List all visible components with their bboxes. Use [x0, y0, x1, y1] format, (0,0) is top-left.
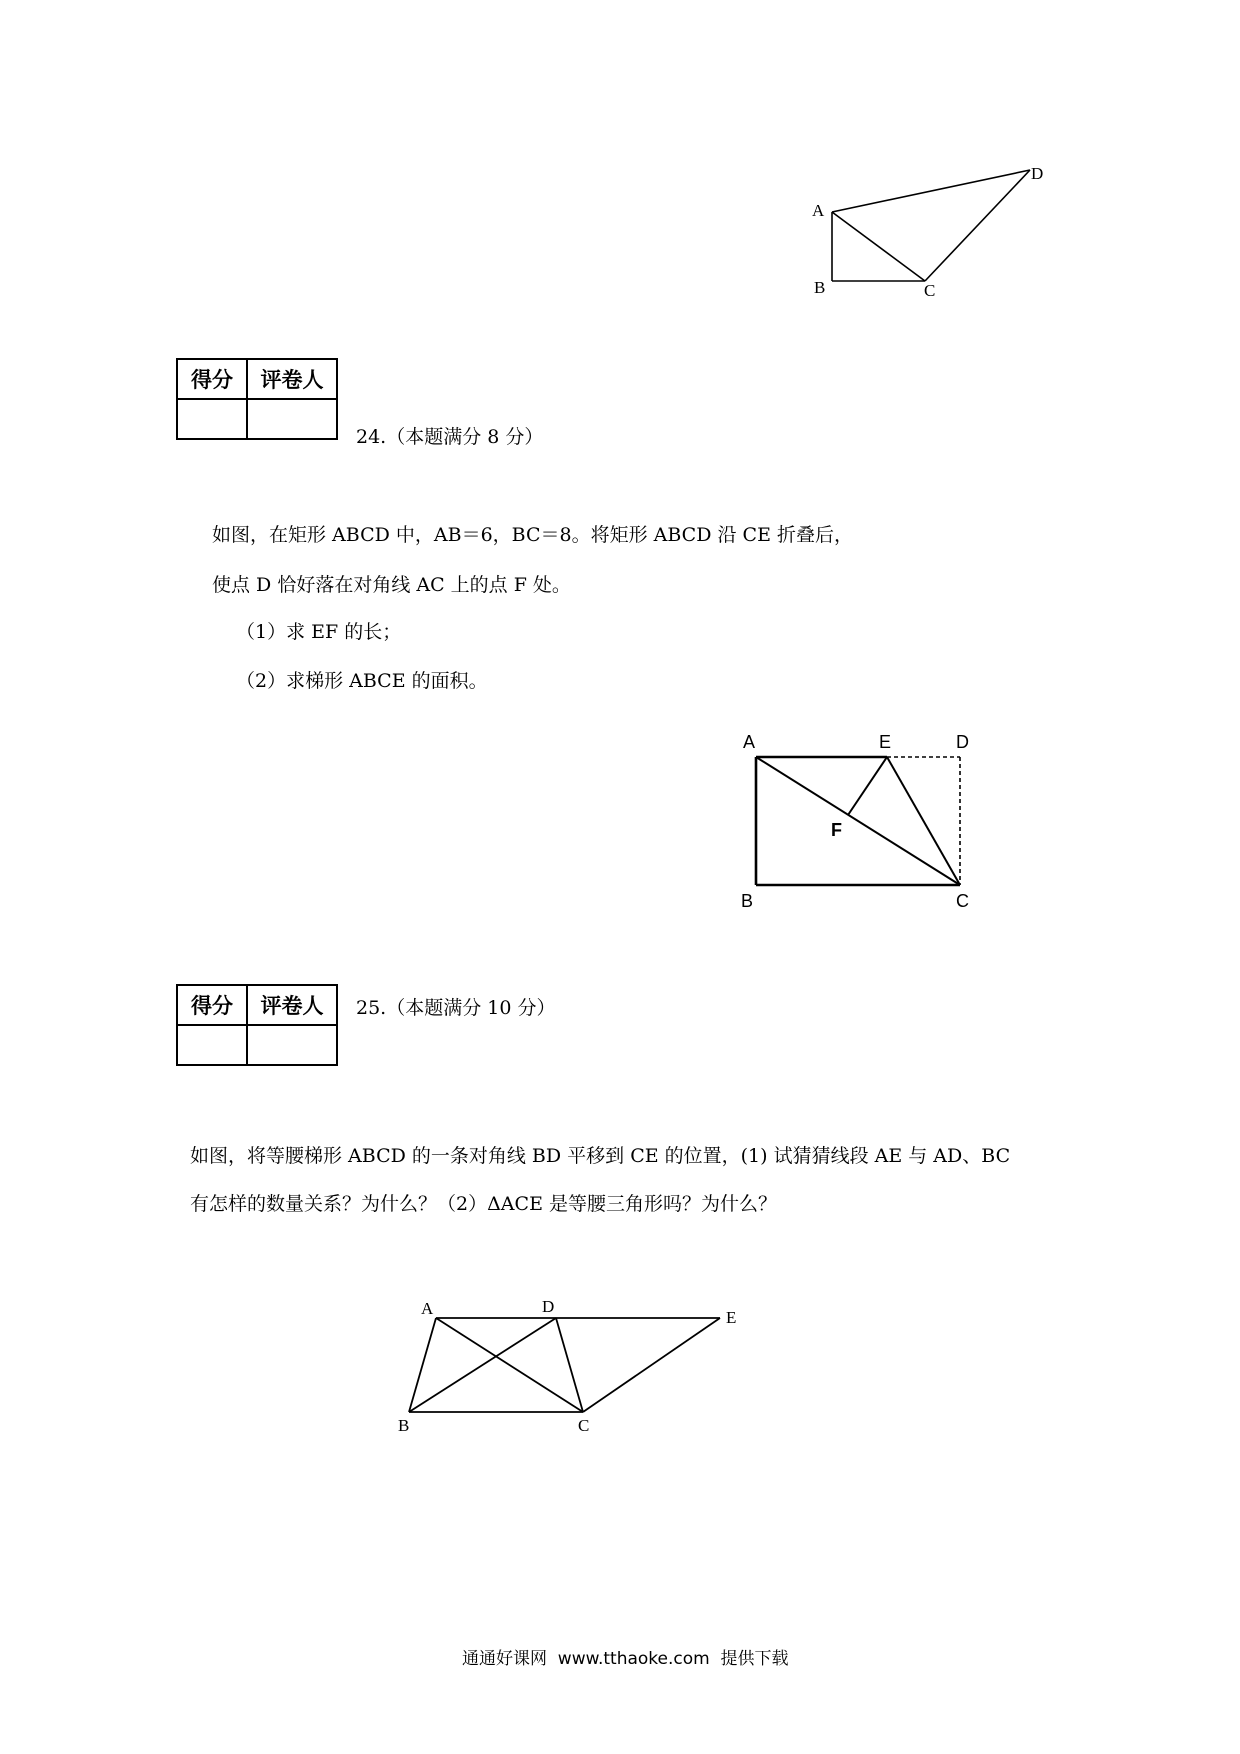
segment-ec: [887, 757, 960, 885]
grader-cell[interactable]: [247, 399, 337, 439]
question-25-line-1: 如图，将等腰梯形 ABCD 的一条对角线 BD 平移到 CE 的位置，(1) 试猜猜线段 AE 与 AD、BC: [190, 1145, 1011, 1167]
score-cell[interactable]: [177, 399, 247, 439]
label-a: A: [421, 1299, 434, 1318]
figure-q25: [390, 1295, 760, 1450]
question-24-line-2: 使点 D 恰好落在对角线 AC 上的点 F 处。: [212, 574, 571, 596]
segment-ac: [832, 212, 925, 281]
score-header: 得分: [177, 985, 247, 1025]
question-25-heading: 25.（本题满分 10 分）: [356, 997, 556, 1019]
label-d: D: [956, 732, 969, 752]
grader-cell[interactable]: [247, 1025, 337, 1065]
score-cell[interactable]: [177, 1025, 247, 1065]
figure-q24: [730, 725, 980, 915]
label-b: B: [398, 1416, 410, 1435]
label-d: D: [1031, 164, 1044, 183]
label-f: F: [831, 820, 842, 840]
question-24-part-2: （2）求梯形 ABCE 的面积。: [236, 670, 488, 692]
segment-ef: [848, 757, 887, 815]
label-c: C: [578, 1416, 590, 1435]
segment-cd: [925, 170, 1030, 281]
label-e: E: [879, 732, 892, 752]
grader-header: 评卷人: [247, 985, 337, 1025]
label-b: B: [814, 278, 826, 297]
score-box-q25: [176, 984, 338, 1066]
grader-header: 评卷人: [247, 359, 337, 399]
question-24-heading: 24.（本题满分 8 分）: [356, 426, 544, 448]
label-b: B: [741, 891, 754, 911]
label-c: C: [956, 891, 969, 911]
label-a: A: [812, 201, 825, 220]
footer-text: 通通好课网 www.tthaoke.com 提供下载: [462, 1649, 789, 1669]
segment-ac: [756, 757, 960, 885]
question-25-line-2: 有怎样的数量关系？为什么？（2）ΔACE 是等腰三角形吗？为什么？: [190, 1193, 777, 1215]
segment-ad: [832, 170, 1030, 212]
question-24-part-1: （1）求 EF 的长；: [236, 621, 402, 643]
score-box-q24: [176, 358, 338, 440]
segment-ce: [583, 1318, 720, 1412]
label-c: C: [924, 281, 936, 300]
question-24-line-1: 如图，在矩形 ABCD 中，AB＝6，BC＝8。将矩形 ABCD 沿 CE 折叠后，: [212, 524, 853, 546]
label-d: D: [542, 1297, 555, 1316]
score-header: 得分: [177, 359, 247, 399]
figure-q23: [800, 150, 1070, 310]
label-e: E: [726, 1308, 737, 1327]
label-a: A: [743, 732, 756, 752]
